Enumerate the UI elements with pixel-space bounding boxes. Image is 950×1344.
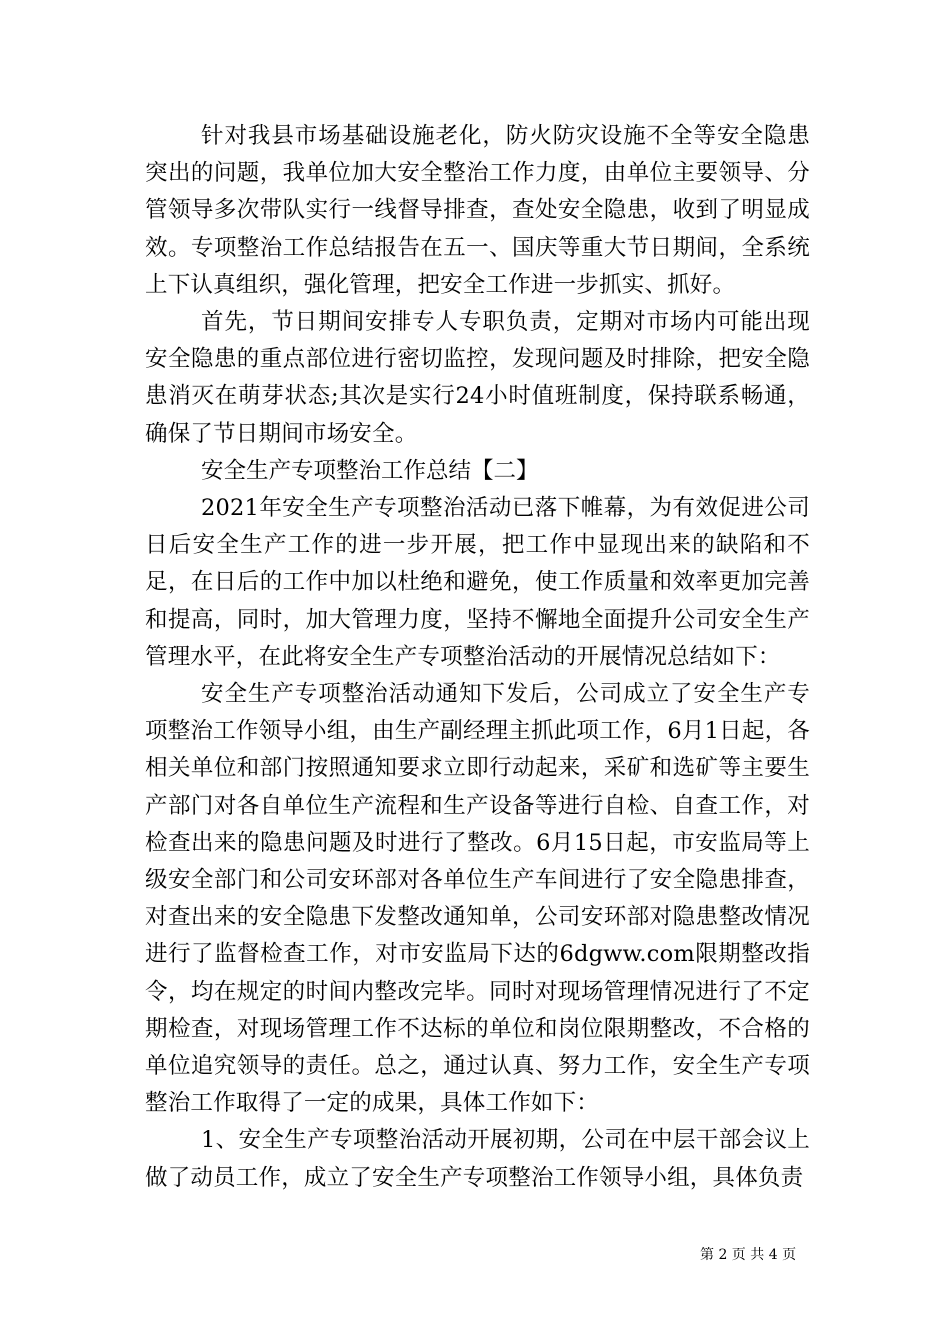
paragraph-3: 2021年安全生产专项整治活动已落下帷幕，为有效促进公司日后安全生产工作的进一步开展，把工作中显现出来的缺陷和不足，在日后的工作中加以杜绝和避免，使工作质量和效率更加完善和提高，同时，加大管理力度，坚持不懈地全面提升公司安全生产管理水平，在此将安全生产专项整治活动的开展情况总结如下：: [145, 495, 810, 670]
paragraph-2: 首先，节日期间安排专人专职负责，定期对市场内可能出现安全隐患的重点部位进行密切监控，发现问题及时排除，把安全隐患消灭在萌芽状态;其次是实行24小时值班制度，保持联系畅通，确保了节日期间市场安全。: [145, 309, 810, 447]
paragraph-4: 安全生产专项整治活动通知下发后，公司成立了安全生产专项整治工作领导小组，由生产副经理主抓此项工作，6月1日起，各相关单位和部门按照通知要求立即行动起来，采矿和选矿等主要生产部门对各自单位生产流程和生产设备等进行自检、自查工作，对检查出来的隐患问题及时进行了整改。6月15日起，市安监局等上级安全部门和公司安环部对各单位生产车间进行了安全隐患排查，对查出来的安全隐患下发整改通知单，公司安环部对隐患整改情况进行了监督检查工作，对市安监局下达的6dgww.com限期整改指令，均在规定的时间内整改完毕。同时对现场管理情况进行了不定期检查，对现场管理工作不达标的单位和岗位限期整改，不合格的单位追究领导的责任。总之，通过认真、努力工作，安全生产专项整治工作取得了一定的成果，具体工作如下：: [145, 681, 810, 1117]
paragraph-5: 1、安全生产专项整治活动开展初期，公司在中层干部会议上做了动员工作，成立了安全生产专项整治工作领导小组，具体负责: [145, 1127, 810, 1191]
section-heading: 安全生产专项整治工作总结【二】: [201, 457, 539, 484]
document-body: [145, 118, 810, 1197]
page-number-footer: 第 2 页 共 4 页: [700, 1247, 797, 1263]
paragraph-1: 针对我县市场基础设施老化，防火防灾设施不全等安全隐患突出的问题，我单位加大安全整治工作力度，由单位主要领导、分管领导多次带队实行一线督导排查，查处安全隐患，收到了明显成效。专项整治工作总结报告在五一、国庆等重大节日期间，全系统上下认真组织，强化管理，把安全工作进一步抓实、抓好。: [145, 123, 810, 298]
